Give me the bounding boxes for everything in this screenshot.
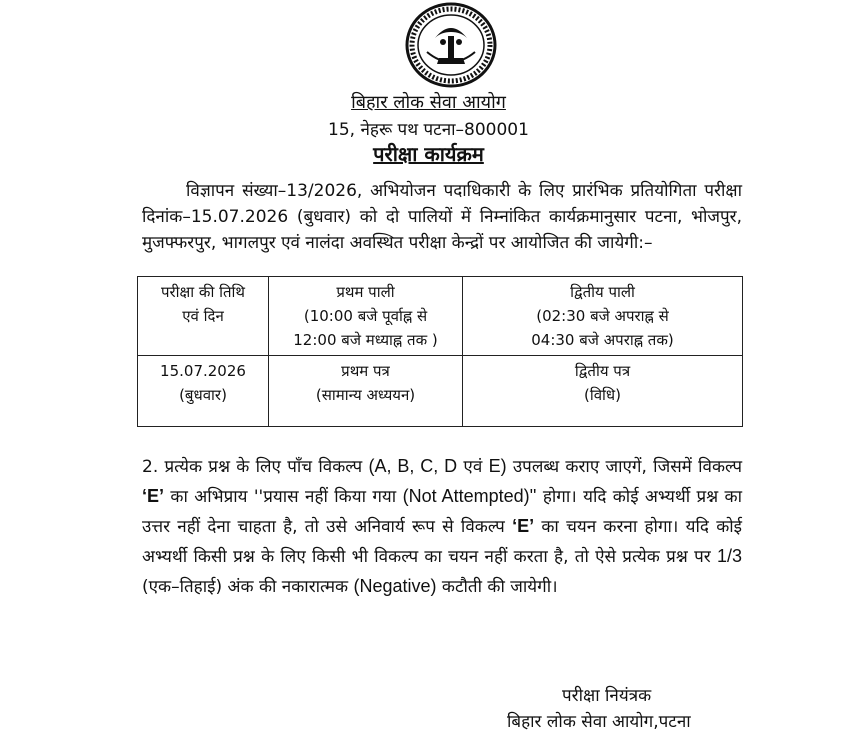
bpsc-seal-emblem [405,2,497,88]
first-shift-header-cell: प्रथम पाली (10:00 बजे पूर्वाह्न से 12:00 बजे मध्याह्न तक ) [269,277,463,356]
document-title: परीक्षा कार्यक्रम [373,142,484,166]
second-shift-header-cell: द्वितीय पाली (02:30 बजे अपराह्न से 04:30 बजे अपराह्न तक) [463,277,743,356]
table-row [138,356,743,427]
schedule-table [137,276,743,427]
organization-name: बिहार लोक सेवा आयोग [351,92,506,113]
negative-marking-paragraph: 2. प्रत्येक प्रश्न के लिए पाँच विकल्प (A, B, C, D एवं E) उपलब्ध कराए जाएगें, जिसमें विकल्प ‘E’ का अभिप्राय ''प्रयास नहीं किया गया (Not Attempted)'' होगा। यदि कोई अभ्यर्थी प्रश्न का उत्तर नहीं देना चाहता है, तो उसे अनिवार्य रूप से विकल्प ‘E’ का चयन करना होगा। यदि कोई अभ्यर्थी किसी प्रश्न के लिए किसी भी विकल्प का चयन नहीं करता है, तो ऐसे प्रत्येक प्रश्न पर 1/3 (एक–तिहाई) अंक की नकारात्मक (Negative) कटौती की जायेगी। [142,456,743,597]
date-header-cell: परीक्षा की तिथि एवं दिन [138,277,269,356]
table-header-row [138,277,743,356]
organization-address: 15, नेहरू पथ पटना–800001 [328,120,529,140]
signatory-organization: बिहार लोक सेवा आयोग,पटना [507,712,691,732]
intro-text: विज्ञापन संख्या–13/2026, अभियोजन पदाधिकारी के लिए प्रारंभिक प्रतियोगिता परीक्षा दिनांक–15.07.2026 (बुधवार) को दो पालियों में निम्नांकित कार्यक्रमानुसार पटना, भोजपुर, मुजफ्फरपुर, भागलपुर एवं नालंदा अवस्थित परीक्षा केन्द्रों पर आयोजित की जायेगी:– [142,181,742,253]
signatory-title: परीक्षा नियंत्रक [562,686,652,706]
first-paper-cell: प्रथम पत्र (सामान्य अध्ययन) [269,356,463,427]
date-cell: 15.07.2026 (बुधवार) [138,356,269,427]
second-paper-cell: द्वितीय पत्र (विधि) [463,356,743,427]
intro-paragraph [142,178,742,256]
